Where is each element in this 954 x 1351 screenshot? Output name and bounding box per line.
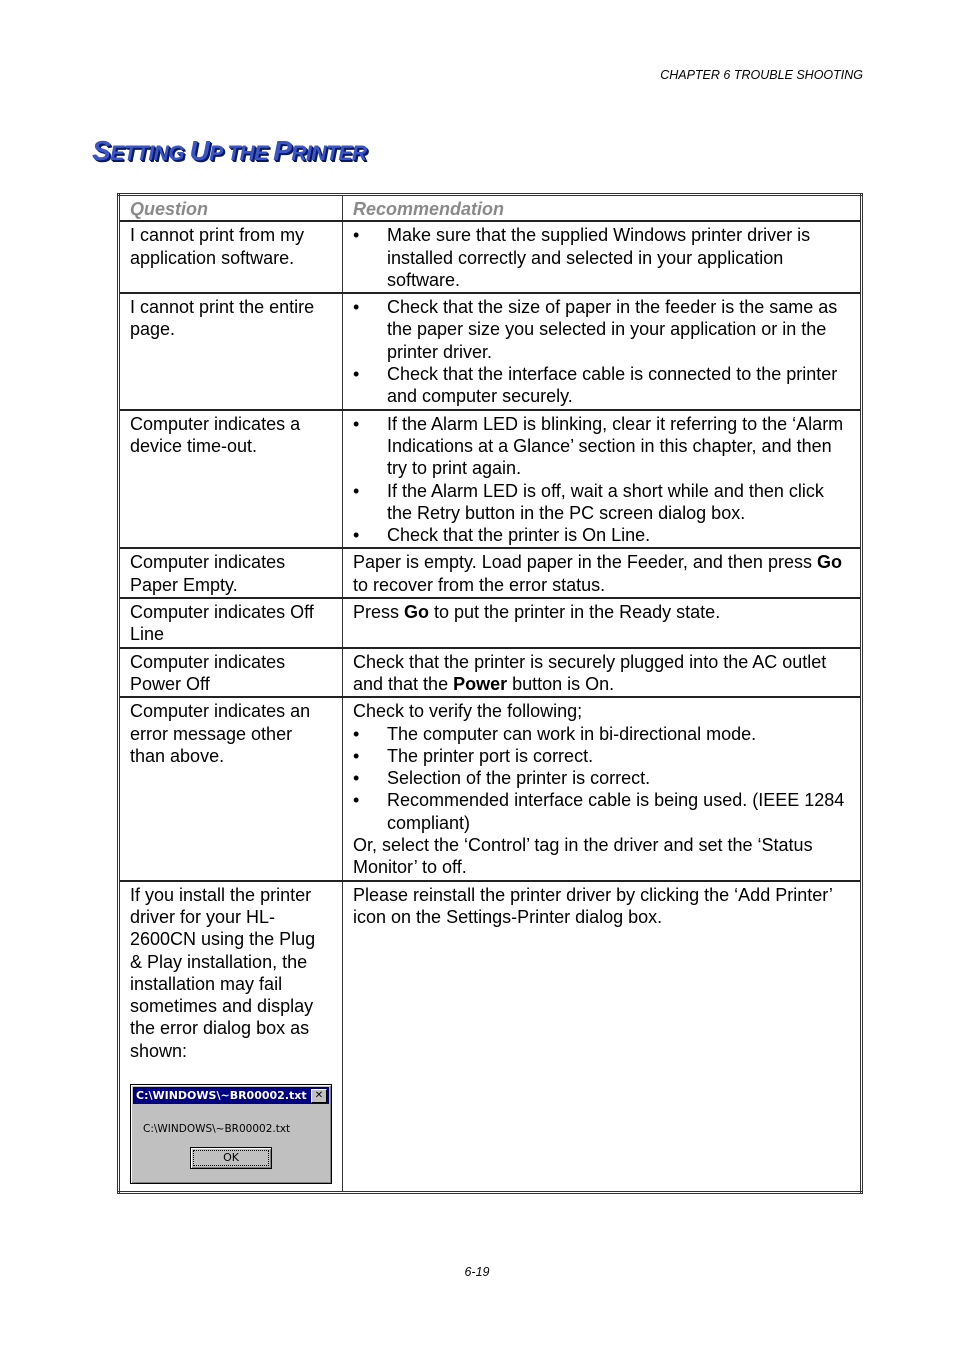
column-header-recommendation: Recommendation — [343, 195, 862, 222]
list-item: • Make sure that the supplied Windows printer driver is installed correctly and selected in your application software. — [353, 224, 850, 291]
recommendation-cell: Press Go to put the printer in the Ready state. — [343, 598, 862, 648]
dialog-title: C:\WINDOWS\~BR00002.txt — [136, 1088, 307, 1102]
recommendation-cell: Check that the printer is securely plugged into the AC outlet and that the Power button is On. — [343, 648, 862, 698]
table-row — [119, 881, 862, 1193]
list-item: • The printer port is correct. — [353, 745, 850, 767]
question-cell: Computer indicates Power Off — [119, 648, 343, 698]
go-button-label: Go — [816, 552, 842, 573]
table-row — [119, 697, 862, 880]
recommendation-cell — [343, 410, 862, 549]
page-title: SETTING UP THE PRINTER — [92, 135, 367, 166]
question-cell: Computer indicates Paper Empty. — [119, 548, 343, 598]
bullet-list — [353, 723, 850, 834]
error-dialog-screenshot — [130, 1084, 332, 1184]
power-button-label: Power — [453, 673, 508, 694]
dialog-message: C:\WINDOWS\~BR00002.txt — [143, 1122, 291, 1135]
bullet-list — [353, 296, 850, 407]
go-button-label: Go — [404, 602, 430, 623]
recommendation-cell: Please reinstall the printer driver by clicking the ‘Add Printer’ icon on the Settings-Printer dialog box. — [343, 881, 862, 1193]
table-row — [119, 293, 862, 409]
table-row — [119, 598, 862, 648]
column-header-question: Question — [119, 195, 343, 222]
chapter-header: CHAPTER 6 TROUBLE SHOOTING — [660, 68, 863, 82]
table-row — [119, 410, 862, 549]
question-text: If you install the printer driver for your HL-2600CN using the Plug & Play installation, the installation may fail sometimes and display the error dialog box as shown: — [130, 884, 316, 1061]
bullet-list — [353, 413, 850, 547]
question-cell: Computer indicates a device time-out. — [119, 410, 343, 549]
recommendation-cell — [343, 293, 862, 409]
list-item: • If the Alarm LED is off, wait a short while and then click the Retry button in the PC screen dialog box. — [353, 480, 850, 525]
list-item: • Check that the interface cable is connected to the printer and computer securely. — [353, 363, 850, 408]
table-row — [119, 648, 862, 698]
recommendation-cell — [343, 221, 862, 293]
bullet-list — [353, 224, 850, 291]
troubleshooting-table — [117, 193, 863, 1194]
page-number: 6-19 — [464, 1265, 490, 1279]
table-header-row — [119, 195, 862, 222]
recommendation-cell: Paper is empty. Load paper in the Feeder, and then press Go to recover from the error status. — [343, 548, 862, 598]
table-row — [119, 221, 862, 293]
question-cell — [119, 881, 343, 1193]
question-cell: I cannot print the entire page. — [119, 293, 343, 409]
dialog-titlebar — [133, 1087, 329, 1104]
list-item: • Selection of the printer is correct. — [353, 767, 850, 789]
list-item: • Check that the size of paper in the feeder is the same as the paper size you selected in your application or in the printer driver. — [353, 296, 850, 363]
list-item: • Check that the printer is On Line. — [353, 524, 850, 546]
outro-text: Or, select the ‘Control’ tag in the driver and set the ‘Status Monitor’ to off. — [353, 835, 813, 878]
list-item: • The computer can work in bi-directional mode. — [353, 723, 850, 745]
question-cell: Computer indicates Off Line — [119, 598, 343, 648]
question-cell: Computer indicates an error message other than above. — [119, 697, 343, 880]
ok-button[interactable]: OK — [190, 1147, 272, 1169]
table-row — [119, 548, 862, 598]
list-item: • Recommended interface cable is being used. (IEEE 1284 compliant) — [353, 789, 850, 834]
close-icon[interactable]: ✕ — [311, 1089, 327, 1103]
list-item: • If the Alarm LED is blinking, clear it referring to the ‘Alarm Indications at a Glance’ section in this chapter, and then try to print again. — [353, 413, 850, 480]
intro-text: Check to verify the following; — [353, 701, 583, 722]
question-cell: I cannot print from my application software. — [119, 221, 343, 293]
recommendation-cell — [343, 697, 862, 880]
